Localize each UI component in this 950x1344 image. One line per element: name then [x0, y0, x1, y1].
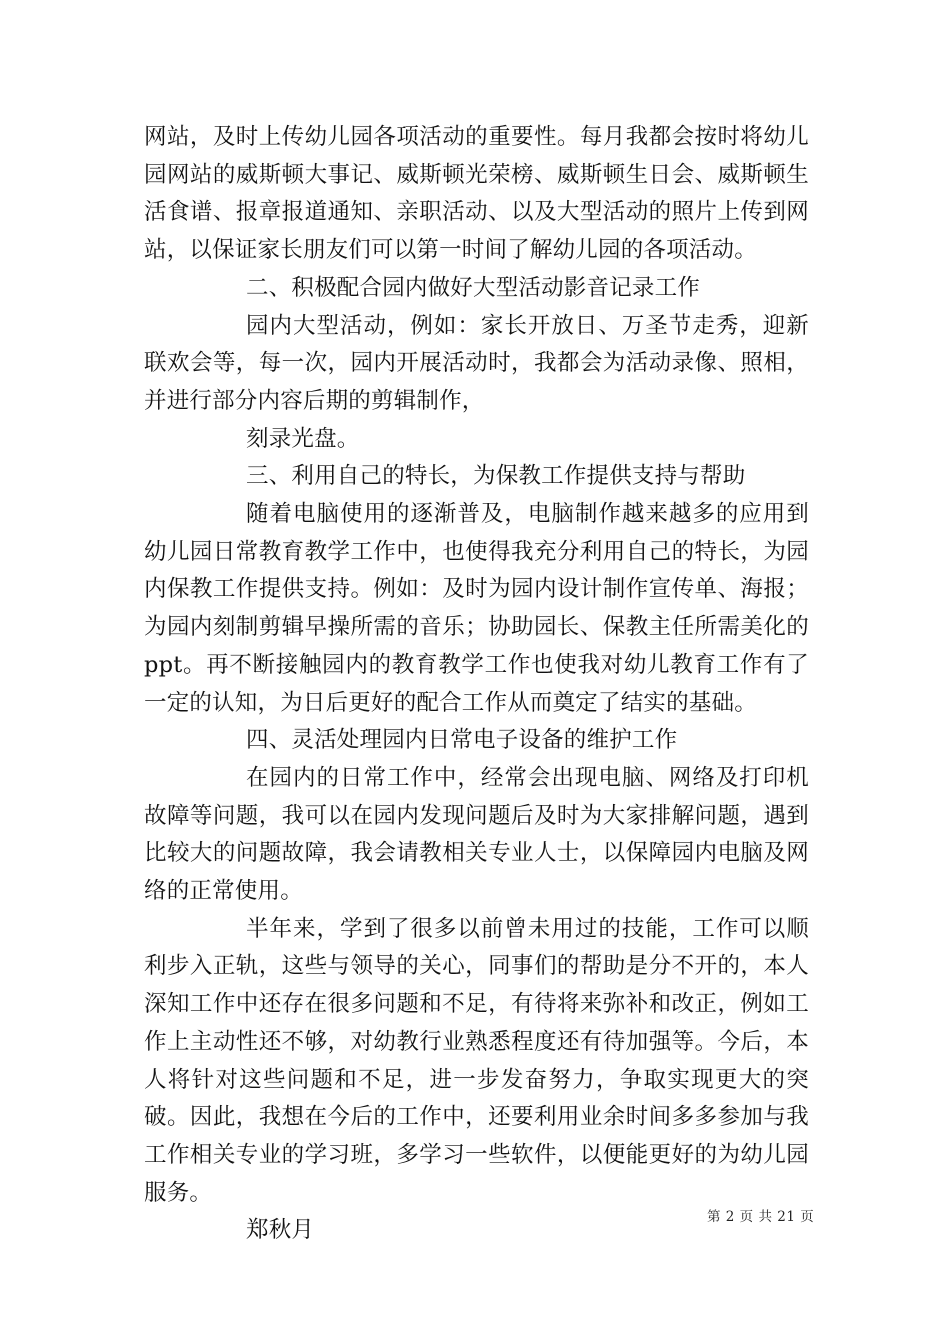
paragraph-intro-continuation: 网站，及时上传幼儿园各项活动的重要性。每月我都会按时将幼儿园网站的威斯顿大事记、威斯顿光荣榜、威斯顿生日会、威斯顿生活食谱、报章报道通知、亲职活动、以及大型活动的照片上传到网站，以保证家长朋友们可以第一时间了解幼儿园的各项活动。	[144, 124, 809, 264]
section-heading-3: 三、利用自己的特长，为保教工作提供支持与帮助	[246, 463, 746, 490]
paragraph-burn-disc: 刻录光盘。	[246, 425, 360, 452]
section-heading-4: 四、灵活处理园内日常电子设备的维护工作	[246, 727, 678, 754]
paragraph-summary: 半年来，学到了很多以前曾未用过的技能，工作可以顺利步入正轨，这些与领导的关心，同事们的帮助是分不开的，本人深知工作中还存在很多问题和不足，有待将来弥补和改正，例如工作上主动性还不够，对幼教行业熟悉程度还有待加强等。今后，本人将针对这些问题和不足，进一步发奋努力，争取实现更大的突破。因此，我想在今后的工作中，还要利用业余时间多多参加与我工作相关专业的学习班，多学习一些软件，以便能更好的为幼儿园服务。	[144, 915, 809, 1206]
author-signature: 郑秋月	[246, 1217, 315, 1244]
document-body	[144, 119, 809, 1250]
paragraph-maintenance: 在园内的日常工作中，经常会出现电脑、网络及打印机故障等问题，我可以在园内发现问题后及时为大家排解问题，遇到比较大的问题故障，我会请教相关专业人士，以保障园内电脑及网络的正常使用。	[144, 764, 809, 905]
paragraph-events: 园内大型活动，例如：家长开放日、万圣节走秀，迎新联欢会等，每一次，园内开展活动时，我都会为活动录像、照相，并进行部分内容后期的剪辑制作，	[144, 312, 809, 414]
page-number: 第 2 页 共 21 页	[707, 1209, 815, 1225]
paragraph-computer-support: 随着电脑使用的逐渐普及，电脑制作越来越多的应用到幼儿园日常教育教学工作中，也使得我充分利用自己的特长，为园内保教工作提供支持。例如：及时为园内设计制作宣传单、海报；为园内刻制剪辑早操所需的音乐；协助园长、保教主任所需美化的ppt。再不断接触园内的教育教学工作也使我对幼儿教育工作有了一定的认知，为日后更好的配合工作从而奠定了结实的基础。	[144, 501, 809, 716]
section-heading-2: 二、积极配合园内做好大型活动影音记录工作	[246, 274, 701, 301]
